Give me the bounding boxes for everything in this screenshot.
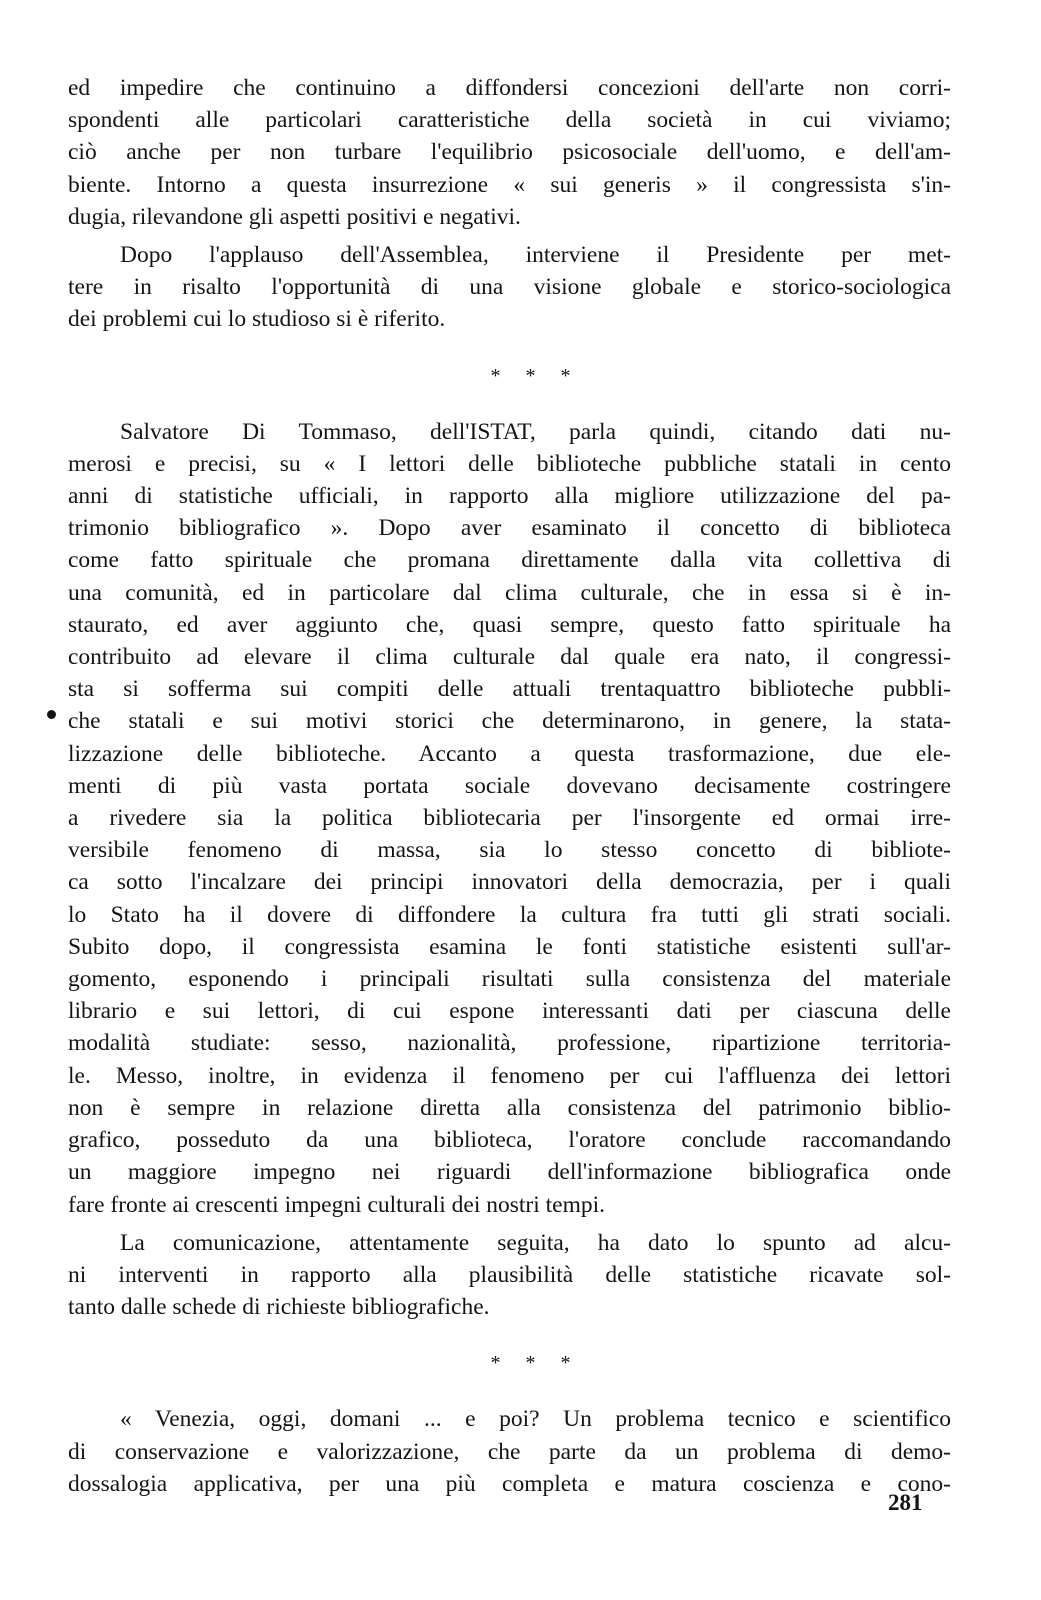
text-line: menti di più vasta portata sociale dovevano decisamente costringere [68,772,951,799]
text-line: tere in risalto l'opportunità di una visione globale e storico-sociologica [68,274,951,301]
text-line: « Venezia, oggi, domani ... e poi? Un problema tecnico e scientifico [120,1406,951,1433]
text-line: dossalogia applicativa, per una più completa e matura coscienza e cono- [68,1470,951,1497]
text-line: librario e sui lettori, di cui espone interessanti dati per ciascuna delle [68,998,951,1025]
text-line: dugia, rilevandone gli aspetti positivi e negativi. [68,203,521,230]
text-line: modalità studiate: sesso, nazionalità, professione, ripartizione territoria- [68,1030,951,1057]
text-line: versibile fenomeno di massa, sia lo stesso concetto di bibliote- [68,837,951,864]
text-line: dei problemi cui lo studioso si è riferito. [68,306,446,333]
text-line: Dopo l'applauso dell'Assemblea, interviene il Presidente per met- [120,242,951,269]
text-line: lo Stato ha il dovere di diffondere la cultura fra tutti gli strati sociali. [68,901,951,928]
page-number: 281 [888,1490,923,1515]
paragraph-2 [68,239,951,336]
text-line: fare fronte ai crescenti impegni culturali dei nostri tempi. [68,1191,606,1218]
text-line: biente. Intorno a questa insurrezione « sui generis » il congressista s'in- [68,171,951,198]
margin-mark [47,710,56,719]
paragraph-1 [68,72,951,233]
text-line: merosi e precisi, su « I lettori delle biblioteche pubbliche statali in cento [68,450,951,477]
paragraph-5 [68,1403,951,1500]
text-line: grafico, posseduto da una biblioteca, l'oratore conclude raccomandando [68,1127,951,1154]
text-line: non è sempre in relazione diretta alla consistenza del patrimonio biblio- [68,1094,951,1121]
text-line: ni interventi in rapporto alla plausibilità delle statistiche ricavate sol- [68,1261,951,1288]
paragraph-4 [68,1227,951,1324]
text-line: gomento, esponendo i principali risultati sulla consistenza del materiale [68,966,951,993]
text-line: trimonio bibliografico ». Dopo aver esaminato il concetto di biblioteca [68,515,951,542]
text-line: staurato, ed aver aggiunto che, quasi sempre, questo fatto spirituale ha [68,611,951,638]
text-line: Subito dopo, il congressista esamina le fonti statistiche esistenti sull'ar- [68,933,951,960]
text-line: sta si sofferma sui compiti delle attuali trentaquattro biblioteche pubbli- [68,676,951,703]
text-line: ed impedire che continuino a diffondersi concezioni dell'arte non corri- [68,75,951,101]
text-line: un maggiore impegno nei riguardi dell'informazione bibliografica onde [68,1159,951,1186]
text-line: che statali e sui motivi storici che determinarono, in genere, la stata- [68,708,951,735]
text-line: le. Messo, inoltre, in evidenza il fenomeno per cui l'affluenza dei lettori [68,1062,951,1089]
paragraph-3 [68,416,951,1221]
text-line: a rivedere sia la politica bibliotecaria per l'insorgente ed ormai irre- [68,805,951,832]
text-line: contribuito ad elevare il clima culturale dal quale era nato, il congressi- [68,644,951,671]
text-line: ca sotto l'incalzare dei principi innovatori della democrazia, per i quali [68,869,951,896]
text-line: La comunicazione, attentamente seguita, ha dato lo spunto ad alcu- [120,1229,951,1256]
text-line: tanto dalle schede di richieste bibliografiche. [68,1294,490,1321]
text-line: anni di statistiche ufficiali, in rapporto alla migliore utilizzazione del pa- [68,483,951,510]
text-line: lizzazione delle biblioteche. Accanto a questa trasformazione, due ele- [68,740,951,767]
text-line: Salvatore Di Tommaso, dell'ISTAT, parla quindi, citando dati nu- [120,418,951,445]
text-line: come fatto spirituale che promana direttamente dalla vita collettiva di [68,547,951,574]
text-line: ciò anche per non turbare l'equilibrio psicosociale dell'uomo, e dell'am- [68,139,951,166]
section-separator: * * * [490,1352,581,1375]
text-line: di conservazione e valorizzazione, che parte da un problema di demo- [68,1438,951,1465]
text-line: una comunità, ed in particolare dal clima culturale, che in essa si è in- [68,579,951,606]
text-line: spondenti alle particolari caratteristiche della società in cui viviamo; [68,107,951,134]
section-separator: * * * [490,364,581,387]
page-body [68,72,951,1500]
